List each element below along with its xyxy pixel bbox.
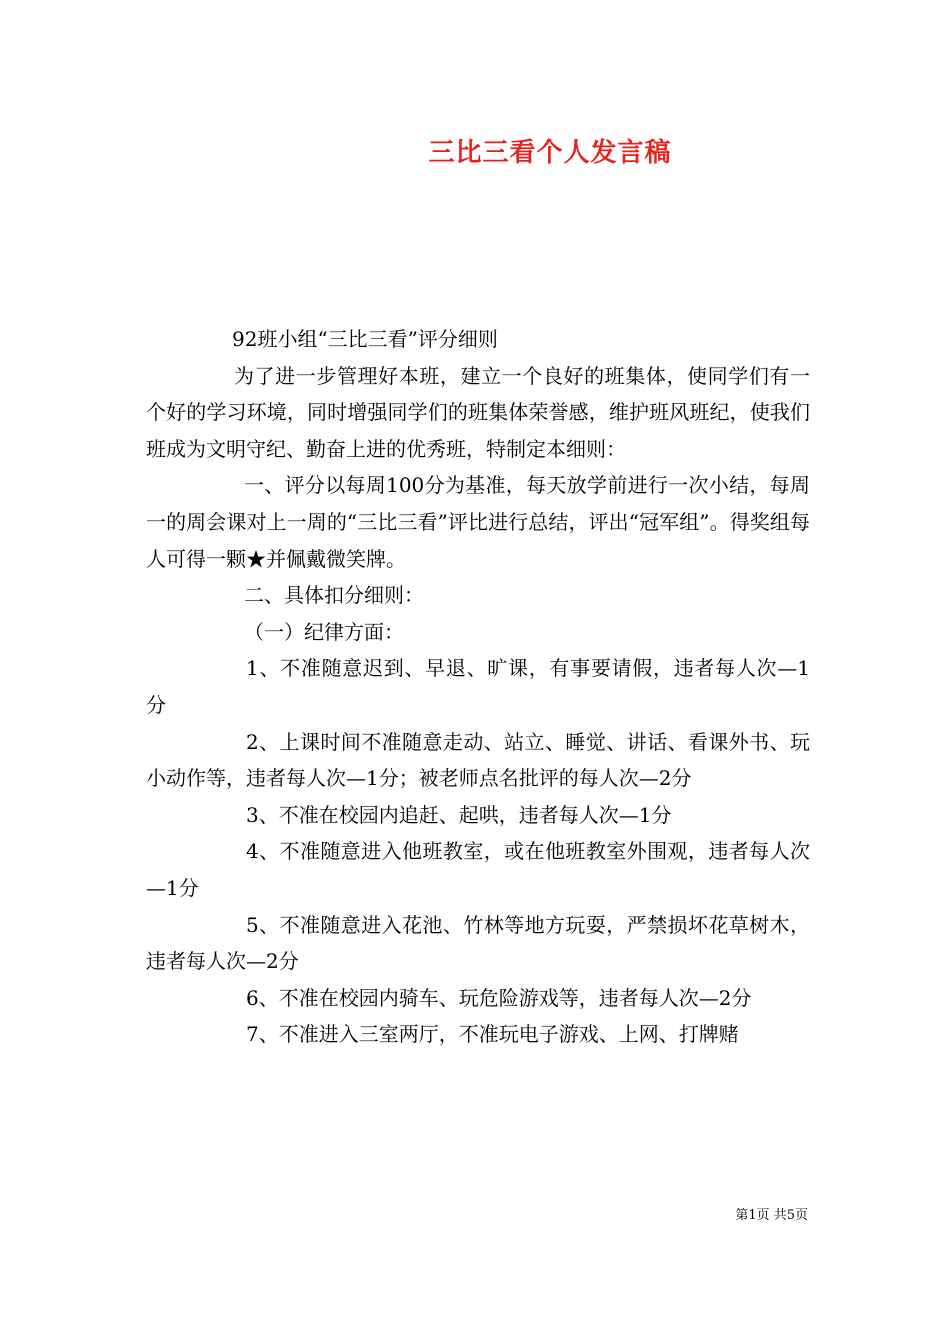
rule-item: 3、不准在校园内追赶、起哄，违者每人次—1分 — [246, 802, 672, 827]
rule-item: 2、上课时间不准随意走动、站立、睡觉、讲话、看课外书、玩小动作等，违者每人次—1分；被老师点名批评的每人次—2分 — [146, 729, 810, 791]
document-title: 三比三看个人发言稿 — [428, 138, 672, 168]
rules-heading: 92班小组“三比三看”评分细则 — [232, 327, 498, 351]
page-number: 第1页 共5页 — [735, 1208, 808, 1223]
section-two-heading: 二、具体扣分细则： — [244, 583, 424, 608]
section-one-paragraph: 一、评分以每周100分为基准，每天放学前进行一次小结，每周一的周会课对上一周的“三比三看”评比进行总结，评出“冠军组”。得奖组每人可得一颗★并佩戴微笑牌。 — [146, 473, 810, 571]
rule-item: 7、不准进入三室两厅，不准玩电子游戏、上网、打牌赌 — [246, 1022, 739, 1047]
rule-item: 1、不准随意迟到、早退、旷课，有事要请假，违者每人次—1分 — [146, 656, 810, 717]
rule-item: 5、不准随意进入花池、竹林等地方玩耍，严禁损坏花草树木，违者每人次—2分 — [146, 912, 810, 974]
intro-paragraph: 为了进一步管理好本班，建立一个良好的班集体，使同学们有一个好的学习环境，同时增强同学们的班集体荣誉感，维护班风班纪，使我们班成为文明守纪、勤奋上进的优秀班，特制定本细则： — [146, 363, 810, 461]
rule-item: 6、不准在校园内骑车、玩危险游戏等，违者每人次—2分 — [246, 985, 752, 1010]
discipline-heading: （一）纪律方面： — [244, 619, 404, 644]
rule-item: 4、不准随意进入他班教室，或在他班教室外围观，违者每人次—1分 — [146, 839, 810, 900]
document-body — [146, 321, 810, 1053]
